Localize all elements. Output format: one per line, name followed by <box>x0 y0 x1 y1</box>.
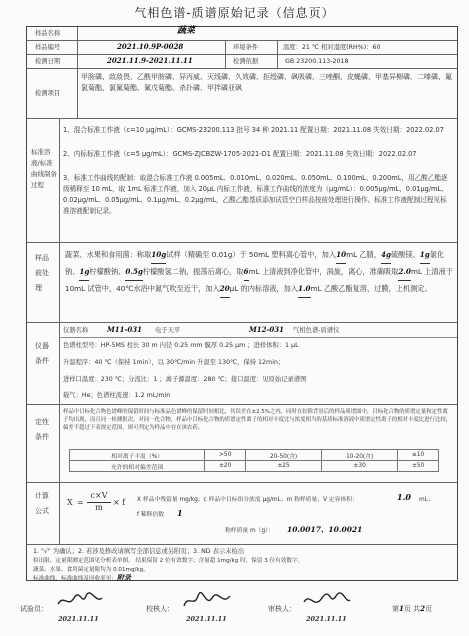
table-cell: 相对离子丰度（%） <box>70 450 205 461</box>
reviewer-signature <box>302 590 352 612</box>
gcms-type: 气相色谱-质谱仪 <box>293 327 340 334</box>
table-header-row <box>70 450 439 461</box>
table-cell: ±20 <box>205 461 246 472</box>
table-cell: ±30 <box>322 461 398 472</box>
table-row <box>70 461 439 472</box>
standards-line-1: 1、混合标准工作液（c=10 μg/mL）：GCMS-23200.113 批号 34 种 2021.11 配置日期：2021.11.08 失效日期：2022.02.07 <box>63 126 444 134</box>
page-counter: 第1页 共2页 <box>392 604 432 613</box>
qualitative-intro: 样品中目标化合物色谱峰的保留时间与标准品色谱峰的保留时间相比，其误差在±2.5%之内，同时在扣除背景后的样品质谱图中，目标化合物的质谱定量和定性离子均出现，而且同一检测批次，对同一化合物，样品中目标化合物的质谱定性离子的相对丰度比与浓度相当的基质标准溶液中质谱定性离子的相对丰度比进行比较，偏差不超过下表规定范围，则可判定为样品中存在该农药。 <box>63 409 452 431</box>
row-date <box>27 55 457 69</box>
pretreatment-text: 蔬菜、水果和食用菌：称取10g试样（精确至 0.01g）于 50mL 塑料离心管中，加入10mL 乙腈，4g硫酸镁、1g氯化钠、1g柠檬酸钠、0.5g柠檬酸氢二钠，振荡后离心，取6mL 上清液到净化管中，涡旋，离心，准确吸取2.0mL 上清液于 10mL 试管中，40℃水浴中氮气吹至近干，加入20μL 的内标溶液，加入1.0mL 乙酸乙酯复溶，过膜，上机测定。 <box>65 247 453 298</box>
reviewer-label: 审核人： <box>268 605 296 613</box>
gcms-id: M12-031 <box>249 325 285 334</box>
checker-date: 2021.11.11 <box>186 615 227 623</box>
row-qualitative <box>27 405 457 483</box>
footnote-1: 1. "√" 为确认；2. 若涉及修改请填写全部信息或另附页；3. ND 表示未检出 <box>33 548 245 555</box>
instrument-label: 仪器条件 <box>35 342 49 365</box>
mass-values: 10.0017、10.0021 <box>287 525 363 534</box>
date-label: 检测日期 <box>35 58 61 65</box>
basis-label: 检测依据 <box>233 58 259 65</box>
footnote-2: 检出限、定量限测定范围见分析表单图。 结果保留 2 位有效数字；含量超 1mg/kg 时，保留 3 位有效数字。 <box>33 558 304 564</box>
column-spec: 色谱柱型号：HP-5MS 柱长 30 m 内径 0.25 mm 膜厚 0.25 μm ；进样体积：1 μL <box>63 342 299 349</box>
table-cell: ±25 <box>246 461 322 472</box>
row-pretreatment <box>27 243 457 323</box>
table-cell: 允许的相对偏差范围 <box>70 461 205 472</box>
vol5-fill: 1.0 <box>298 281 311 298</box>
tester-date: 2021.11.11 <box>58 615 99 623</box>
page-title: 气相色谱-质谱原始记录（信息页） <box>134 6 335 20</box>
footnote-4-handwritten: 附录 <box>116 573 131 582</box>
salt1-fill: 4g <box>381 247 391 264</box>
table-cell: >50 <box>205 450 246 461</box>
balance-id: M11-031 <box>107 325 143 334</box>
vol3-fill: 2.0 <box>398 264 411 281</box>
vol4-fill: 20 <box>220 281 230 298</box>
v-value: 1.0 <box>397 492 411 502</box>
salt3-fill: 1g <box>79 264 89 281</box>
footnote-3: 蔬菜、水果、食用菌定量限均为 0.01mg/kg。 <box>33 567 149 573</box>
env-value: 温度：21 ℃ 相对湿度(RH%)：60 <box>283 44 381 51</box>
sample-name-value: 蔬菜 <box>177 26 196 36</box>
standards-label: 标准溶液/标准曲线制备过程 <box>31 148 57 189</box>
row-sample-name <box>27 27 457 41</box>
instrument-name-label: 仪器名称 <box>63 327 89 334</box>
row-sample-no <box>27 41 457 55</box>
date-value: 2021.11.9-2021.11.11 <box>107 56 193 65</box>
qualitative-label: 定性条件 <box>35 418 49 441</box>
tester-signature <box>56 590 106 612</box>
calculation-label: 计算公式 <box>35 492 49 515</box>
dilution-label: f 稀释倍数 <box>137 512 165 518</box>
items-label: 检测项目 <box>35 90 61 97</box>
row-instrument <box>27 323 457 405</box>
pretreatment-label: 样品前处理 <box>35 254 49 292</box>
ion-ratio-table <box>69 449 439 472</box>
standards-line-2: 2、内标标准工作液（c=5 μg/mL）：GCMS-ZJCBZW-1705-2021-D1 配置日期：2021.11.08 失效日期：2022.02.07 <box>63 150 417 158</box>
table-cell: 10-20(含) <box>322 450 398 461</box>
vol2-fill: 6 <box>244 264 249 281</box>
mass-label: 称样质量 m（g）： <box>225 528 274 534</box>
env-label: 环境条件 <box>233 44 259 51</box>
page-number: 1 <box>399 604 404 613</box>
balance-type: 电子天平 <box>155 327 181 334</box>
dilution-value: 1 <box>177 508 183 518</box>
formula: X = c×V m × f <box>67 491 126 512</box>
v-unit: mL； <box>419 497 434 503</box>
record-form <box>26 26 458 581</box>
salt2-fill: 1g <box>420 247 430 264</box>
row-calculation <box>27 483 457 545</box>
basis-value: GB 23200.113-2018 <box>285 58 349 65</box>
sample-name-label: 样品名称 <box>35 30 61 37</box>
inlet-conditions: 进样口温度：230 ℃；分流比：1 ；离子源温度：280 ℃；接口温度：见原始记录谱图 <box>63 376 307 383</box>
checker-signature <box>182 590 232 612</box>
checker-label: 校核人： <box>146 605 174 613</box>
salt4-fill: 0.5g <box>125 264 143 281</box>
tester-label: 试验员： <box>20 605 48 613</box>
vol1-fill: 10 <box>336 247 346 264</box>
footnote-4: 标准曲线、标准曲线及回收率见：附录 <box>33 573 131 582</box>
heating-program: 升温程序：40 ℃（保持 1min），以 30℃/min 升温至 130℃，保持 12min； <box>63 359 285 366</box>
formula-description: X 样品中残留量 mg/kg；c 样品中目标组分浓度 μg/mL；m 称样质量；V 定容体积： <box>137 497 358 503</box>
items-value: 甲胺磷、敌敌畏、乙酰甲胺磷、异丙威、灭线磷、久效磷、拒绶磷、砜吸磷、三唑酮、皮蝇磷、甲基异柳磷、二嗪磷、氟氯菊酯、氯氰菊酯、氰戊菊酯、杀扑磷、甲拌磷亚砜 <box>81 73 452 92</box>
sample-no-label: 样品编号 <box>35 44 61 51</box>
mass-fill: 10g <box>151 247 166 264</box>
table-cell: 20-50(含) <box>246 450 322 461</box>
page-total: 2 <box>420 604 425 613</box>
table-cell: ±50 <box>398 461 439 472</box>
reviewer-date: 2021.11.11 <box>306 615 347 623</box>
standards-line-3: 3、标准工作曲线的配制：取混合标准工作液 0.005mL、0.010mL、0.020mL、0.050mL、0.100mL、0.200mL，用乙酸乙酯逐级稀释至 10 mL，取 1mL 标准工作液，加入 20μL 内标工作液，标准工作曲线的浓度为（μg/mL）：0.005μg/mL、0.01μg/mL、0.02μg/mL、0.05μg/mL、0.1μg/mL、0.2μg/mL，乙酸乙酯基质添加试管空白样品按前处理进行操作。标准工作液配制过程见标准溶液配制记录。 <box>63 174 448 215</box>
row-items <box>27 69 457 119</box>
sample-no-value: 2021.10.9P-0028 <box>117 42 184 51</box>
row-standards <box>27 119 457 243</box>
table-cell: ≤10 <box>398 450 439 461</box>
carrier-gas: 载气：He；色谱柱流速：1.2 mL/min <box>63 392 171 399</box>
